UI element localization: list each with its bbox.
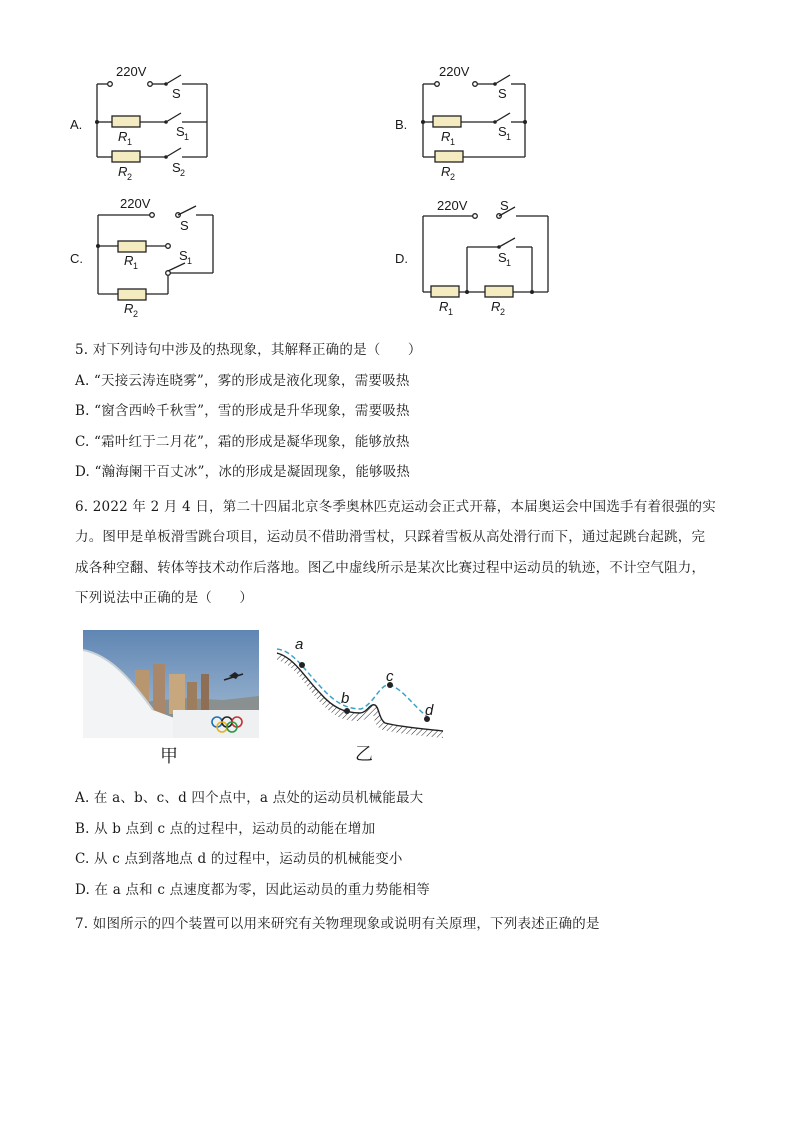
resistor-r1-label: R	[439, 299, 449, 314]
point-b-dot	[344, 708, 350, 714]
point-c-label: c	[386, 668, 394, 685]
voltage-label: 220V	[437, 198, 468, 213]
point-b-label: b	[341, 690, 350, 707]
ski-jump-photo	[83, 630, 259, 738]
switch-s1-subscript: 1	[187, 256, 193, 266]
option-d: D. 在 a 点和 c 点速度都为零，因此运动员的重力势能相等	[75, 882, 430, 898]
circuit-diagram	[395, 195, 565, 320]
resistor-r2-label: R	[118, 164, 128, 179]
switch-s1-label: S	[498, 250, 507, 265]
switch-s-label: S	[172, 86, 181, 101]
switch-s1-label: S	[179, 248, 188, 263]
circuit-option-b	[395, 62, 545, 182]
circuit-option-c	[70, 193, 230, 323]
option-c: C. 从 c 点到落地点 d 的过程中，运动员的机械能变小	[75, 851, 403, 867]
point-a-label: a	[295, 636, 304, 653]
circuit-option-d	[395, 195, 565, 320]
resistor-r2-subscript: 2	[450, 172, 456, 182]
option-letter: D.	[395, 251, 408, 266]
question-stem-line: 下列说法中正确的是（ ）	[75, 590, 254, 606]
resistor-r1-label: R	[118, 129, 128, 144]
switch-s-label: S	[180, 218, 189, 233]
voltage-label: 220V	[439, 64, 470, 79]
resistor-r1-subscript: 1	[448, 307, 454, 317]
option-d: D. “瀚海阑干百丈冰”，冰的形成是凝固现象，能够吸热	[75, 464, 411, 480]
resistor-r2-label: R	[441, 164, 451, 179]
question-stem-line: 6. 2022 年 2 月 4 日，第二十四届北京冬季奥林匹克运动会正式开幕，本届奥运会中国选手有着很强的实	[75, 499, 716, 515]
question-stem-line: 成各种空翻、转体等技术动作后落地。图乙中虚线所示是某次比赛过程中运动员的轨迹，不计空气阻力，	[75, 560, 706, 576]
voltage-label: 220V	[120, 196, 151, 211]
circuit-diagram	[70, 62, 220, 182]
figure-yi-caption: 乙	[355, 744, 373, 765]
question-stem-line: 力。图甲是单板滑雪跳台项目，运动员不借助滑雪杖，只踩着雪板从高处滑行而下，通过起跳台起跳，完	[75, 529, 706, 545]
resistor-r2-subscript: 2	[127, 172, 133, 182]
question-stem: 5. 对下列诗句中涉及的热现象，其解释正确的是（ ）	[75, 342, 422, 358]
resistor-r1-subscript: 1	[133, 261, 139, 271]
circuit-diagram	[70, 193, 230, 323]
resistor-r1-label: R	[124, 253, 134, 268]
resistor-r2-label: R	[491, 299, 501, 314]
option-b: B. 从 b 点到 c 点的过程中，运动员的动能在增加	[75, 821, 376, 837]
point-a-dot	[299, 662, 305, 668]
option-c: C. “霜叶红于二月花”，霜的形成是凝华现象，能够放热	[75, 434, 410, 450]
option-letter: C.	[70, 251, 83, 266]
option-letter: A.	[70, 117, 83, 132]
switch-s1-label: S	[176, 124, 185, 139]
circuit-diagram	[395, 62, 545, 182]
switch-s-label: S	[500, 198, 509, 213]
switch-s2-subscript: 2	[180, 168, 186, 178]
resistor-r2-subscript: 2	[133, 309, 139, 319]
point-d-label: d	[425, 702, 434, 719]
switch-s-label: S	[498, 86, 507, 101]
option-a: A. 在 a、b、c、d 四个点中，a 点处的运动员机械能最大	[75, 790, 424, 806]
resistor-r2-subscript: 2	[500, 307, 506, 317]
option-a: A. “天接云涛连晓雾”，雾的形成是液化现象，需要吸热	[75, 373, 410, 389]
resistor-r2-label: R	[124, 301, 134, 316]
switch-s2-label: S	[172, 160, 181, 175]
option-letter: B.	[395, 117, 408, 132]
question-stem: 7. 如图所示的四个装置可以用来研究有关物理现象或说明有关原理，下列表述正确的是	[75, 916, 600, 932]
switch-s1-label: S	[498, 124, 507, 139]
resistor-r1-label: R	[441, 129, 451, 144]
resistor-r1-subscript: 1	[127, 137, 133, 147]
switch-s1-subscript: 1	[506, 258, 512, 268]
figure-jia-caption: 甲	[160, 746, 178, 767]
voltage-label: 220V	[116, 64, 147, 79]
resistor-r1-subscript: 1	[450, 137, 456, 147]
circuit-option-a	[70, 62, 220, 182]
option-b: B. “窗含西岭千秋雪”，雪的形成是升华现象，需要吸热	[75, 403, 410, 419]
switch-s1-subscript: 1	[184, 132, 190, 142]
switch-s1-subscript: 1	[506, 132, 512, 142]
